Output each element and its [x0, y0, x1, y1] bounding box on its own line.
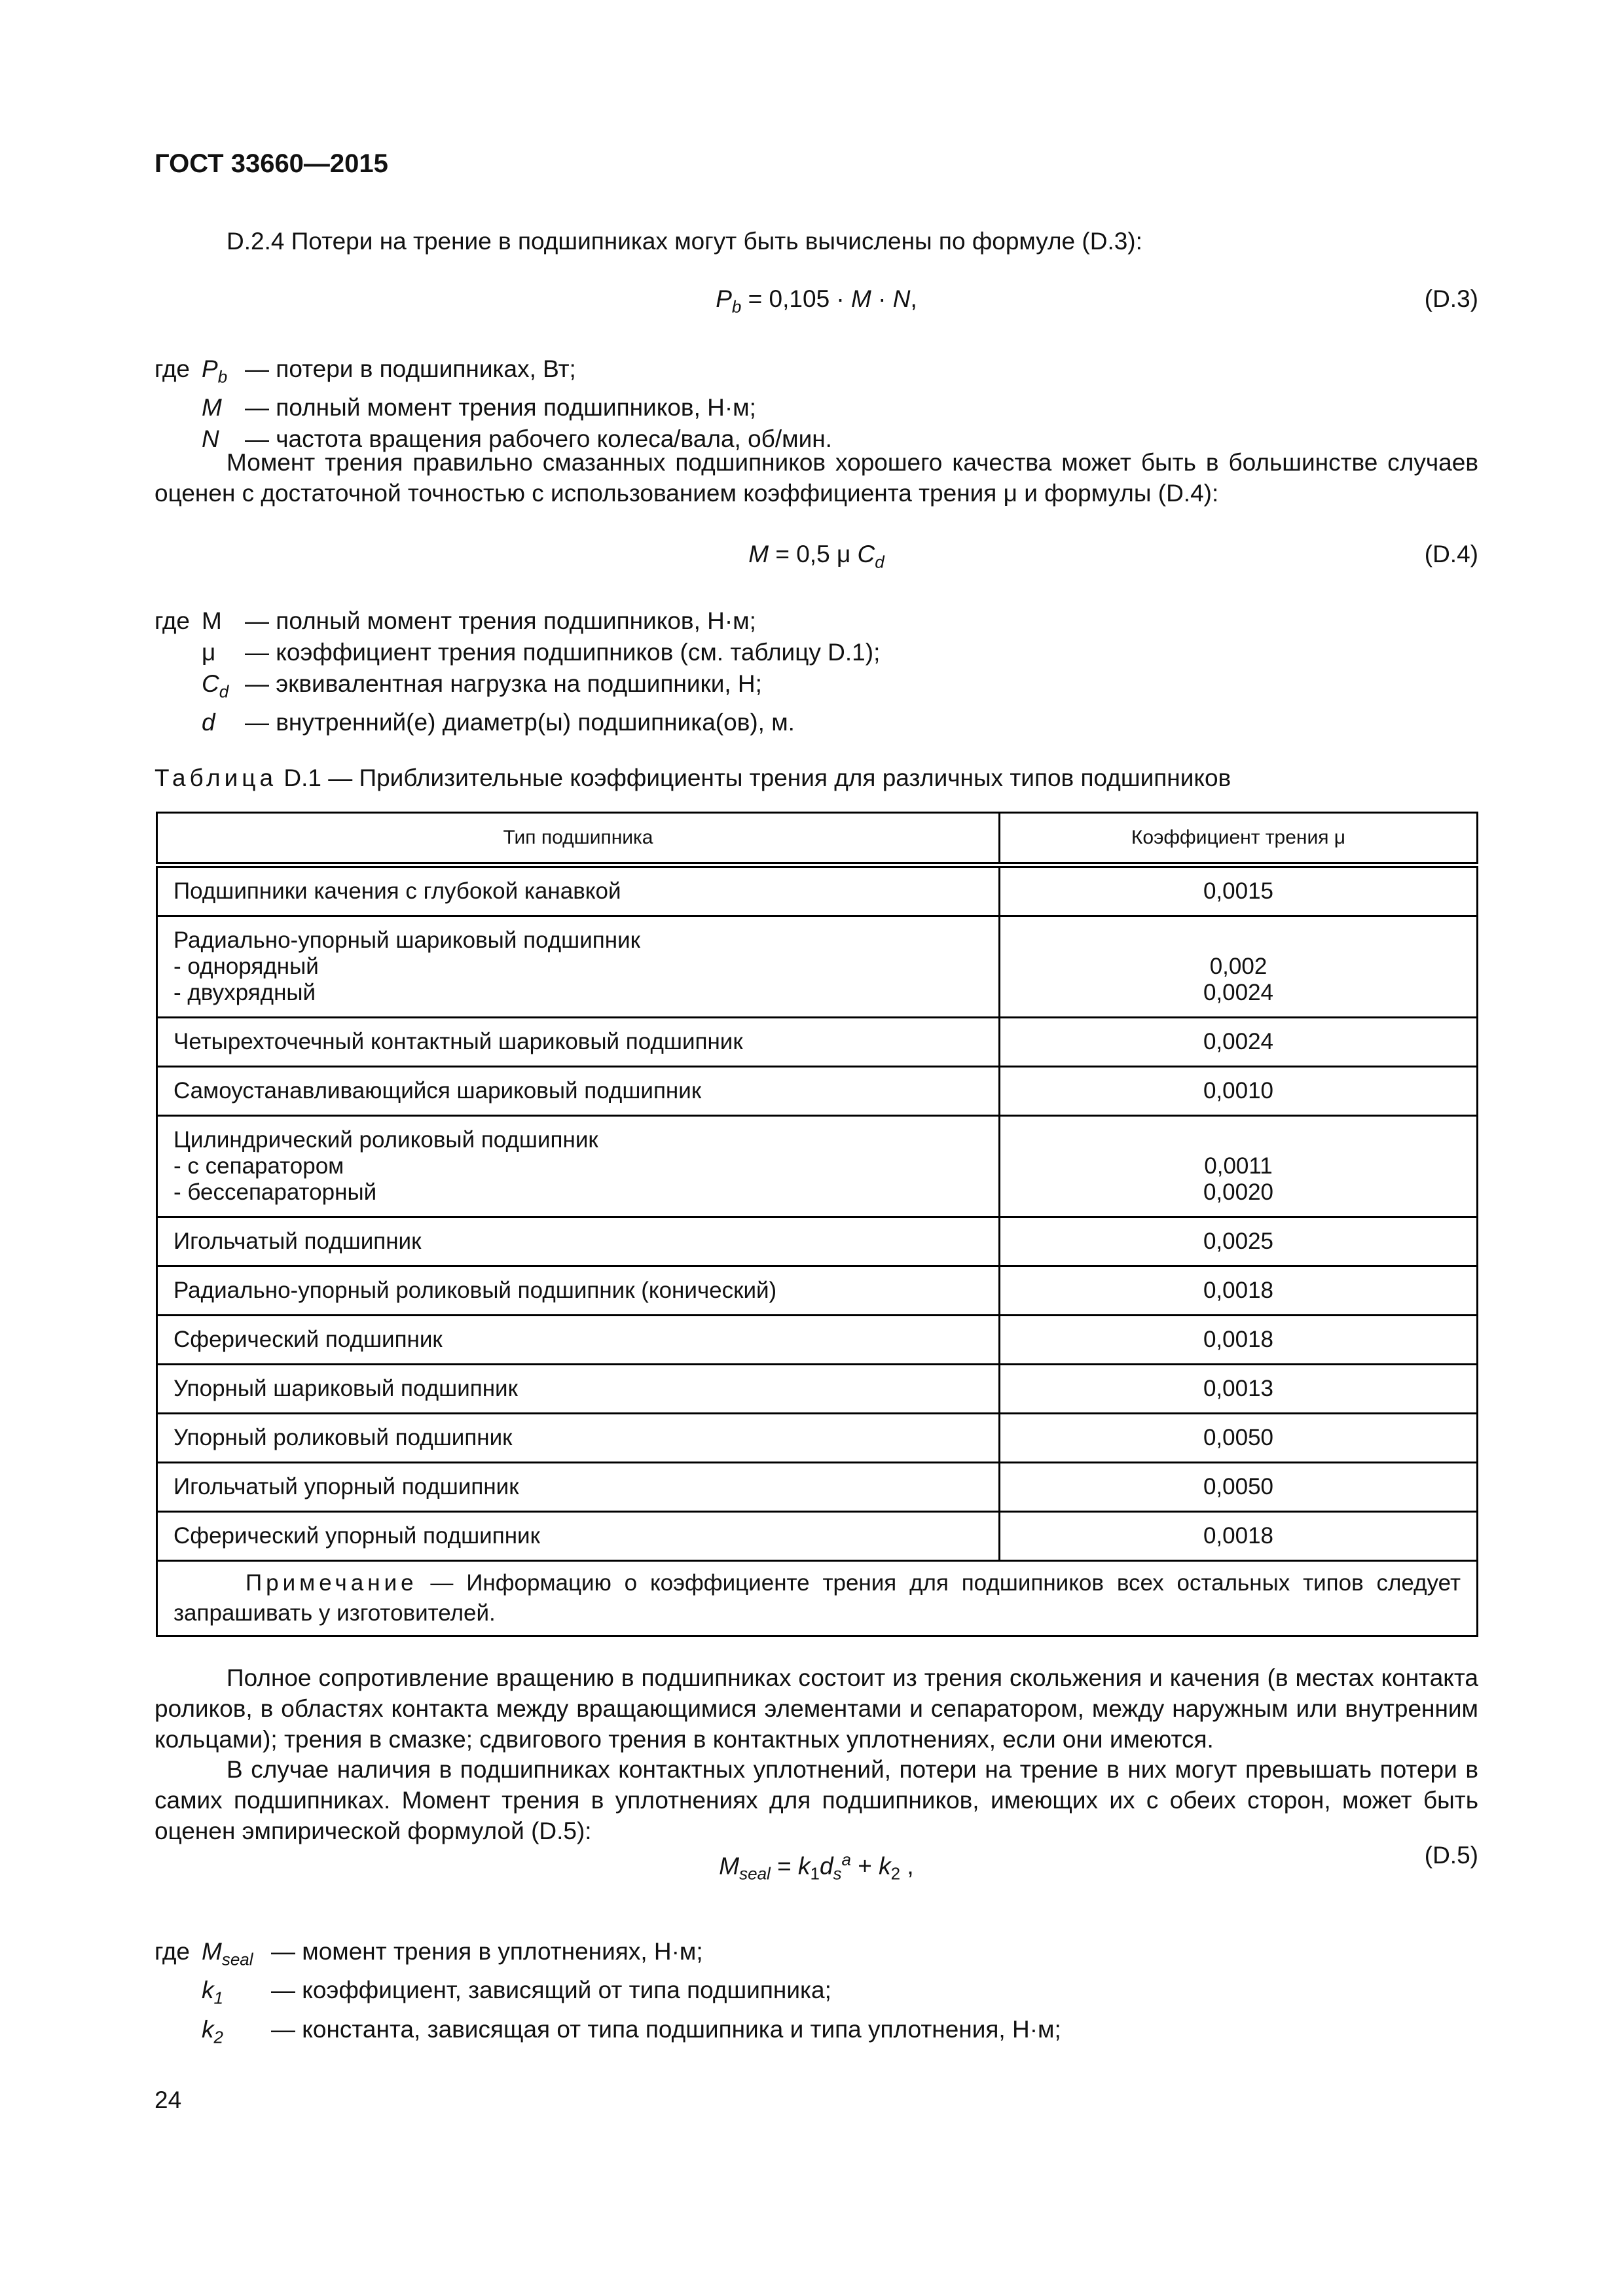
- def-prefix: где: [155, 355, 191, 382]
- def-text: — частота вращения рабочего колеса/вала, об/мин.: [245, 425, 832, 453]
- def-text: — константа, зависящая от типа подшипника и типа уплотнения, Н·м;: [271, 2015, 1061, 2043]
- bearing-type: Четырехточечный контактный шариковый подшипник: [157, 1018, 1000, 1067]
- definition-row: [155, 637, 880, 668]
- friction-value-sub: 0,002: [1209, 954, 1267, 979]
- formula-number: (D.3): [1424, 285, 1478, 312]
- def-symbol: P: [202, 355, 218, 382]
- definition-row: [155, 707, 880, 738]
- caption-label: Таблица: [155, 764, 278, 791]
- bearing-subtype: - бессепараторный: [173, 1179, 377, 1205]
- def-sub: 1: [213, 1988, 223, 2008]
- caption-text: D.1 — Приблизительные коэффициенты трения для различных типов подшипников: [277, 764, 1231, 791]
- formula-text: = 0,105 ·: [741, 285, 852, 312]
- paragraph-resistance: Полное сопротивление вращению в подшипниках состоит из трения скольжения и качения (в местах контакта роликов, в областях контакта между вращающимися элементами и сепаратором, между наружным или внутренним кольцами); трения в смазке; сдвигового трения в контактных уплотнениях, если они имеются.: [155, 1664, 1478, 1753]
- bearing-type: Игольчатый подшипник: [157, 1217, 1000, 1266]
- formula-var: C: [857, 541, 875, 567]
- bearing-subtype: - с сепаратором: [173, 1153, 344, 1179]
- friction-value: 0,0018: [1000, 1266, 1478, 1316]
- friction-value: 0,0013: [1000, 1365, 1478, 1414]
- formula-var: k: [879, 1852, 891, 1880]
- note-text: — Информацию о коэффициенте трения для подшипников всех остальных типов следует запрашивать у изготовителей.: [173, 1570, 1461, 1626]
- definition-row: [155, 353, 832, 392]
- def-text: — потери в подшипниках, Вт;: [245, 355, 576, 382]
- bearing-type: [157, 916, 1000, 1018]
- bearing-type-main: Цилиндрический роликовый подшипник: [173, 1127, 598, 1153]
- friction-value: [1000, 916, 1478, 1018]
- def-symbol: d: [202, 709, 215, 736]
- bearing-type: Подшипники качения с глубокой канавкой: [157, 865, 1000, 916]
- bearing-type: Радиально-упорный роликовый подшипник (конический): [157, 1266, 1000, 1316]
- def-prefix: [155, 707, 202, 738]
- definition-row: [155, 1975, 1061, 2013]
- friction-value: 0,0015: [1000, 865, 1478, 916]
- def-symbol: M: [202, 394, 222, 422]
- table-row: [157, 1266, 1478, 1316]
- bearing-type: [157, 1116, 1000, 1217]
- friction-value: 0,0018: [1000, 1512, 1478, 1561]
- friction-value: 0,0024: [1000, 1018, 1478, 1067]
- def-text: — полный момент трения подшипников, Н·м;: [245, 607, 756, 634]
- formula-text: ,: [910, 285, 917, 312]
- table-row: [157, 1414, 1478, 1463]
- bearing-type-main: Радиально-упорный шариковый подшипник: [173, 927, 640, 953]
- formula-sup: a: [841, 1850, 851, 1869]
- bearing-subtype: - двухрядный: [173, 980, 316, 1005]
- def-symbol: N: [202, 425, 219, 453]
- note-label: Примечание: [246, 1570, 418, 1596]
- formula-number: (D.5): [1424, 1842, 1478, 1869]
- formula-var: d: [819, 1852, 833, 1880]
- table-row: [157, 865, 1478, 916]
- def-prefix: где: [155, 607, 191, 634]
- definitions-d3: [155, 353, 832, 455]
- def-prefix: [155, 1975, 202, 2013]
- def-symbol: C: [202, 670, 219, 697]
- def-prefix: [155, 637, 202, 668]
- formula-text: = 0,5 μ: [769, 541, 858, 567]
- friction-value: 0,0018: [1000, 1316, 1478, 1365]
- table-header-row: [157, 813, 1478, 865]
- table-row: [157, 1316, 1478, 1365]
- definition-row: [155, 668, 880, 707]
- def-symbol: k: [202, 1977, 214, 2004]
- friction-value-sub: 0,0024: [1203, 980, 1274, 1005]
- formula-d3: [155, 285, 1478, 318]
- bearing-subtype: - однорядный: [173, 954, 319, 979]
- column-header: Тип подшипника: [157, 813, 1000, 865]
- formula-number: (D.4): [1424, 541, 1478, 567]
- formula-sub: 1: [810, 1863, 820, 1884]
- formula-d4: [155, 541, 1478, 573]
- bearing-type: Сферический подшипник: [157, 1316, 1000, 1365]
- friction-coefficient-table: [156, 812, 1478, 1637]
- formula-var: N: [892, 285, 911, 312]
- formula-var: P: [716, 285, 732, 312]
- formula-text: =: [770, 1852, 798, 1880]
- def-sub: seal: [221, 1949, 253, 1969]
- formula-text: ·: [871, 285, 893, 312]
- formula-var: M: [719, 1852, 740, 1880]
- column-header: Коэффициент трения μ: [1000, 813, 1478, 865]
- friction-value: 0,0050: [1000, 1414, 1478, 1463]
- paragraph-seals: В случае наличия в подшипниках контактных уплотнений, потери на трение в них могут превышать потери в самих подшипниках. Момент трения в уплотнениях для подшипников, имеющих их с обеих сторон, может быть оценен эмпирической формулой (D.5):: [155, 1756, 1478, 1844]
- def-sub: d: [219, 681, 229, 702]
- def-prefix: [155, 2014, 202, 2053]
- formula-var: M: [748, 541, 769, 567]
- def-prefix: [155, 668, 202, 707]
- friction-value-sub: 0,0020: [1203, 1179, 1274, 1205]
- def-text: — коэффициент, зависящий от типа подшипника;: [271, 1977, 831, 2004]
- definition-row: [155, 2014, 1061, 2053]
- def-text: — коэффициент трения подшипников (см. таблицу D.1);: [245, 639, 881, 666]
- friction-value: 0,0050: [1000, 1463, 1478, 1512]
- bearing-type: Игольчатый упорный подшипник: [157, 1463, 1000, 1512]
- table-row: [157, 1463, 1478, 1512]
- table-row: [157, 1067, 1478, 1116]
- def-text: — полный момент трения подшипников, Н·м;: [245, 394, 756, 422]
- table-row: [157, 1018, 1478, 1067]
- table-row: [157, 1116, 1478, 1217]
- definitions-d4: [155, 605, 880, 738]
- bearing-type: Упорный шариковый подшипник: [157, 1365, 1000, 1414]
- definition-row: [155, 392, 832, 423]
- formula-sub: b: [731, 296, 742, 317]
- def-sub: 2: [213, 2027, 223, 2047]
- def-symbol: M: [202, 1938, 222, 1965]
- bearing-type: Самоустанавливающийся шариковый подшипник: [157, 1067, 1000, 1116]
- bearing-type: Сферический упорный подшипник: [157, 1512, 1000, 1561]
- friction-value: [1000, 1116, 1478, 1217]
- def-symbol: μ: [202, 639, 216, 666]
- paragraph-moment: Момент трения правильно смазанных подшипников хорошего качества может быть в большинстве случаев оценен с достаточной точностью с использованием коэффициента трения μ и формулы (D.4):: [155, 449, 1478, 507]
- def-text: — момент трения в уплотнениях, Н·м;: [271, 1938, 703, 1965]
- formula-sub: d: [875, 552, 884, 572]
- table-caption: [155, 764, 1231, 792]
- def-prefix: где: [155, 1938, 191, 1965]
- formula-sub: seal: [739, 1863, 771, 1884]
- table-note: [157, 1561, 1478, 1636]
- friction-value-sub: 0,0011: [1204, 1153, 1273, 1179]
- table-row: [157, 1512, 1478, 1561]
- formula-text: +: [851, 1852, 879, 1880]
- def-text: — внутренний(е) диаметр(ы) подшипника(ов), м.: [245, 709, 795, 736]
- formula-var: M: [851, 285, 871, 312]
- table-row: [157, 1217, 1478, 1266]
- table-note-row: [157, 1561, 1478, 1636]
- table-row: [157, 916, 1478, 1018]
- formula-d5: [155, 1842, 1478, 1884]
- formula-sub: 2: [890, 1863, 901, 1884]
- definition-row: [155, 1936, 1061, 1975]
- definition-row: [155, 605, 880, 637]
- bearing-type: Упорный роликовый подшипник: [157, 1414, 1000, 1463]
- definitions-d5: [155, 1936, 1061, 2053]
- def-symbol: M: [202, 607, 222, 634]
- friction-value: 0,0010: [1000, 1067, 1478, 1116]
- document-header: ГОСТ 33660—2015: [155, 149, 388, 178]
- formula-var: k: [797, 1852, 811, 1880]
- formula-text: ,: [900, 1852, 914, 1880]
- def-symbol: k: [202, 2015, 214, 2043]
- section-intro: D.2.4 Потери на трение в подшипниках могут быть вычислены по формуле (D.3):: [227, 228, 1142, 255]
- page-number: 24: [155, 2087, 182, 2113]
- def-text: — эквивалентная нагрузка на подшипники, Н;: [245, 670, 762, 697]
- def-prefix: [155, 392, 202, 423]
- table-row: [157, 1365, 1478, 1414]
- friction-value: 0,0025: [1000, 1217, 1478, 1266]
- formula-sub: s: [833, 1863, 842, 1884]
- def-sub: b: [217, 367, 228, 387]
